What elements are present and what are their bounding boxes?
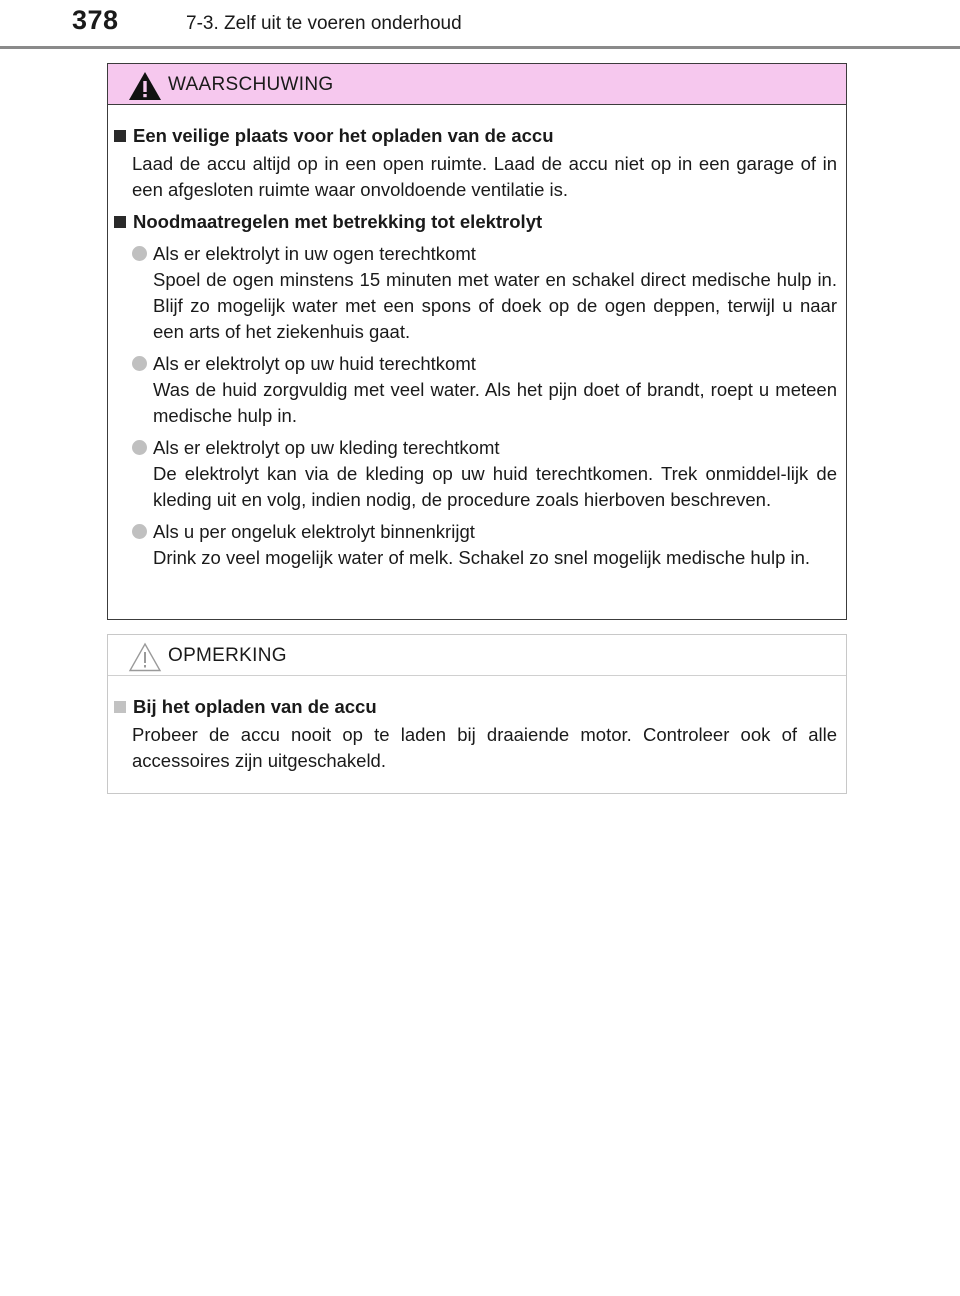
- section-heading: [114, 694, 837, 720]
- item-title: Als u per ongeluk elektrolyt binnenkrijgt: [153, 521, 475, 542]
- heading-text: Een veilige plaats voor het opladen van de accu: [133, 125, 554, 146]
- square-bullet-icon: [114, 216, 126, 228]
- heading-text: Bij het opladen van de accu: [133, 696, 377, 717]
- warning-box-header: [108, 64, 846, 105]
- warning-label: WAARSCHUWING: [168, 74, 334, 95]
- item-title: Als er elektrolyt in uw ogen terechtkomt: [153, 243, 476, 264]
- page-header: [0, 0, 960, 49]
- warning-triangle-icon: [128, 71, 162, 101]
- list-item: [132, 435, 837, 513]
- round-bullet-icon: [132, 524, 147, 539]
- section-heading: [114, 123, 837, 149]
- item-description: Was de huid zorgvuldig met veel water. Als het pijn doet of brandt, roept u meteen medische hulp in.: [153, 379, 837, 426]
- note-label: OPMERKING: [168, 645, 287, 666]
- round-bullet-icon: [132, 246, 147, 261]
- paragraph: Laad de accu altijd op in een open ruimte. Laad de accu niet op in een garage of in een afgesloten ruimte waar onvoldoende ventilatie is.: [132, 153, 837, 200]
- round-bullet-icon: [132, 440, 147, 455]
- item-description: De elektrolyt kan via de kleding op uw huid terechtkomen. Trek onmiddel-lijk de kleding uit en volg, indien nodig, de procedure zoals hierboven beschreven.: [153, 463, 837, 510]
- item-description: Drink zo veel mogelijk water of melk. Schakel zo snel mogelijk medische hulp in.: [153, 547, 811, 568]
- paragraph: Probeer de accu nooit op te laden bij draaiende motor. Controleer ook of alle accessoires zijn uitgeschakeld.: [132, 724, 837, 771]
- heading-text: Noodmaatregelen met betrekking tot elektrolyt: [133, 211, 543, 232]
- warning-body: [108, 105, 846, 571]
- section-heading: [114, 209, 837, 235]
- list-item: [132, 351, 837, 429]
- page-number: 378: [72, 5, 119, 35]
- list-item: [132, 519, 837, 571]
- item-title: Als er elektrolyt op uw kleding terechtkomt: [153, 437, 500, 458]
- square-bullet-icon: [114, 701, 126, 713]
- item-title: Als er elektrolyt op uw huid terechtkomt: [153, 353, 476, 374]
- item-description: Spoel de ogen minstens 15 minuten met water en schakel direct medische hulp in. Blijf zo mogelijk water met een spons of doek op de ogen deppen, terwijl u naar een arts of het ziekenhuis gaat.: [153, 269, 837, 342]
- round-bullet-icon: [132, 356, 147, 371]
- note-body: [108, 676, 846, 774]
- list-item: [132, 241, 837, 345]
- note-box: [107, 634, 847, 794]
- square-bullet-icon: [114, 130, 126, 142]
- note-box-header: [108, 635, 846, 676]
- caution-outline-triangle-icon: [128, 642, 162, 672]
- warning-box: [107, 63, 847, 620]
- section-title: 7-3. Zelf uit te voeren onderhoud: [186, 13, 462, 34]
